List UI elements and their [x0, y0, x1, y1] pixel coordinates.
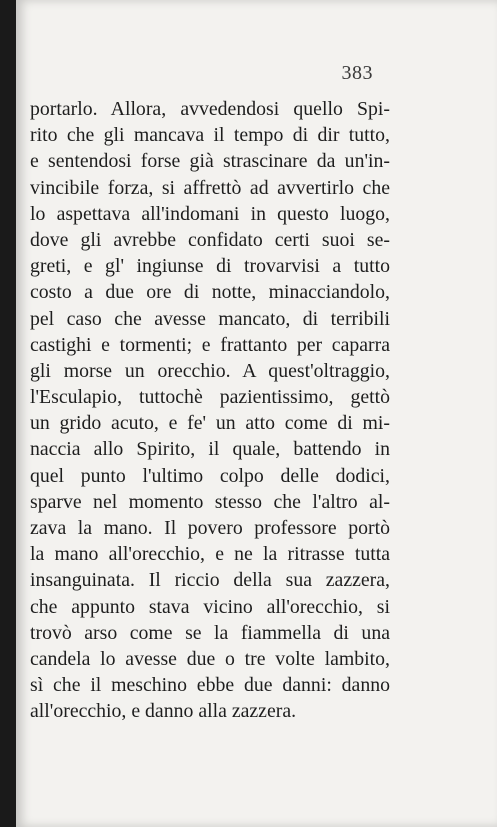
text-line: sì che il meschino ebbe due danni: danno	[30, 674, 390, 697]
text-line: naccia allo Spirito, il quale, battendo in	[30, 438, 390, 461]
text-line: gli morse un orecchio. A quest'oltraggio,	[30, 359, 390, 382]
text-line: portarlo. Allora, avvedendosi quello Spi-	[30, 98, 390, 120]
text-line: la mano all'orecchio, e ne la ritrasse tutta	[30, 543, 390, 566]
text-line: greti, e gl' ingiunse di trovarvisi a tutto	[30, 255, 390, 278]
text-line: trovò arso come se la fiammella di una	[30, 621, 390, 644]
book-page	[16, 0, 497, 827]
text-line: candela lo avesse due o tre volte lambito,	[30, 647, 390, 670]
text-line: costo a due ore di notte, minacciandolo,	[30, 281, 390, 304]
text-line: zava la mano. Il povero professore portò	[30, 517, 390, 539]
text-line: l'Esculapio, tuttochè pazientissimo, gettò	[30, 386, 390, 409]
text-line: lo aspettava all'indomani in questo luogo,	[30, 202, 390, 225]
text-line: pel caso che avesse mancato, di terribili	[30, 307, 390, 330]
text-line: dove gli avrebbe confidato certi suoi se-	[30, 228, 390, 251]
text-line: vincibile forza, si affrettò ad avvertirlo che	[30, 176, 390, 199]
text-line: e sentendosi forse già strascinare da un'in-	[30, 150, 390, 173]
text-line: castighi e tormenti; e frattanto per caparra	[30, 333, 390, 356]
text-line: all'orecchio, e danno alla zazzera.	[30, 700, 297, 723]
text-line: sparve nel momento stesso che l'altro al-	[30, 490, 390, 513]
text-line: quel punto l'ultimo colpo delle dodici,	[30, 464, 390, 487]
text-line: che appunto stava vicino all'orecchio, si	[30, 595, 390, 618]
text-line: rito che gli mancava il tempo di dir tutto,	[30, 124, 390, 147]
body-text	[30, 96, 390, 725]
text-line: insanguinata. Il riccio della sua zazzera,	[30, 569, 390, 592]
page-number: 383	[341, 62, 373, 84]
text-line: un grido acuto, e fe' un atto come di mi-	[30, 412, 390, 435]
